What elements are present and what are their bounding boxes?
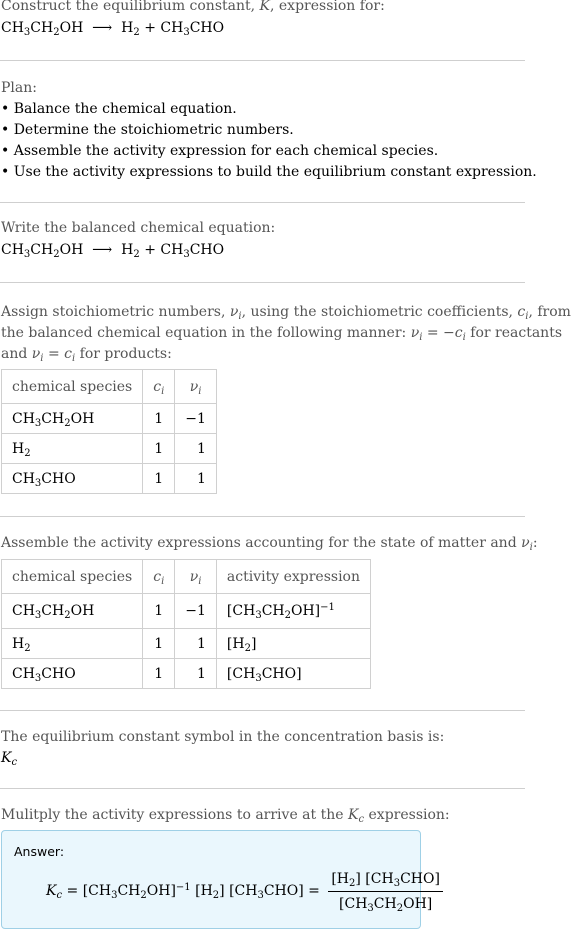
header-nu: $\nu_i$ bbox=[175, 560, 217, 594]
species-cell: $CH_3CHO$ bbox=[2, 464, 143, 494]
activity-cell: $[CH_3CHO]$ bbox=[216, 659, 370, 689]
species-cell: $H_2$ bbox=[2, 434, 143, 464]
intro-prompt: Construct the equilibrium constant, K, expression for: bbox=[1, 0, 385, 14]
stoich-text: and $\nu_i = c_i$ for products: bbox=[1, 346, 172, 364]
fraction-denominator: $[CH_3CH_2OH]$ bbox=[339, 895, 433, 914]
activity-text: Assemble the activity expressions accounting for the state of matter and $\nu_i$: bbox=[1, 535, 538, 553]
plan-step: • Balance the chemical equation. bbox=[1, 101, 237, 117]
header-nu: $\nu_i$ bbox=[175, 370, 217, 404]
symbol-value: $K_c$ bbox=[1, 750, 18, 768]
divider bbox=[0, 60, 525, 61]
balanced-reaction: $CH_3CH_2OH$ ⟶ $H_2 + CH_3CHO$ bbox=[1, 242, 225, 260]
header-activity: activity expression bbox=[216, 560, 370, 594]
header-c: $c_i$ bbox=[143, 370, 175, 404]
plan-title: Plan: bbox=[1, 80, 37, 96]
nu-cell: −1 bbox=[175, 404, 217, 434]
species-cell: $CH_3CH_2OH$ bbox=[2, 404, 143, 434]
stoich-table bbox=[1, 369, 217, 494]
species-cell: $CH_3CH_2OH$ bbox=[2, 594, 143, 629]
table-row bbox=[2, 464, 217, 494]
header-c: $c_i$ bbox=[143, 560, 175, 594]
stoich-text: the balanced chemical equation in the following manner: $\nu_i = -c_i$ for reactants bbox=[1, 325, 563, 343]
nu-cell: 1 bbox=[175, 629, 217, 659]
nu-cell: 1 bbox=[175, 434, 217, 464]
divider bbox=[0, 710, 525, 711]
divider bbox=[0, 202, 525, 203]
species-cell: $H_2$ bbox=[2, 629, 143, 659]
multiply-text: Mulitply the activity expressions to arrive at the $K_c$ expression: bbox=[1, 807, 450, 825]
plan-step: • Assemble the activity expression for each chemical species. bbox=[1, 143, 439, 159]
c-cell: 1 bbox=[143, 464, 175, 494]
activity-cell: $[CH_3CH_2OH]^{-1}$ bbox=[216, 594, 370, 629]
nu-cell: 1 bbox=[175, 464, 217, 494]
divider bbox=[0, 788, 525, 789]
intro-reaction: $CH_3CH_2OH$ ⟶ $H_2 + CH_3CHO$ bbox=[1, 20, 225, 38]
symbol-text: The equilibrium constant symbol in the concentration basis is: bbox=[1, 729, 445, 745]
table-row bbox=[2, 594, 371, 629]
c-cell: 1 bbox=[143, 659, 175, 689]
header-species: chemical species bbox=[2, 560, 143, 594]
answer-fraction bbox=[328, 870, 443, 913]
answer-box bbox=[1, 830, 440, 929]
nu-cell: 1 bbox=[175, 659, 217, 689]
table-row bbox=[2, 659, 371, 689]
table-row bbox=[2, 434, 217, 464]
header-species: chemical species bbox=[2, 370, 143, 404]
answer-label: Answer: bbox=[14, 844, 65, 859]
table-row bbox=[2, 404, 217, 434]
species-cell: $CH_3CHO$ bbox=[2, 659, 143, 689]
plan-step: • Use the activity expressions to build the equilibrium constant expression. bbox=[1, 164, 537, 180]
plan-step: • Determine the stoichiometric numbers. bbox=[1, 122, 294, 138]
stoich-text: Assign stoichiometric numbers, $\nu_i$, using the stoichiometric coefficients, $c_i$, from bbox=[1, 304, 571, 322]
c-cell: 1 bbox=[143, 404, 175, 434]
table-row bbox=[2, 629, 371, 659]
balanced-title: Write the balanced chemical equation: bbox=[1, 220, 276, 236]
divider bbox=[0, 282, 525, 283]
fraction-numerator: $[H_2]$ $[CH_3CHO]$ bbox=[328, 870, 443, 892]
activity-table bbox=[1, 559, 371, 689]
c-cell: 1 bbox=[143, 594, 175, 629]
c-cell: 1 bbox=[143, 629, 175, 659]
answer-expression: $K_c = [CH_3CH_2OH]^{-1}$ $[H_2] [CH_3CHO]$ = $\frac{[H_2] [CH_3CHO]}{[CH_3CH_2OH]}$ bbox=[46, 869, 443, 913]
c-cell: 1 bbox=[143, 434, 175, 464]
nu-cell: −1 bbox=[175, 594, 217, 629]
activity-cell: $[H_2]$ bbox=[216, 629, 370, 659]
divider bbox=[0, 516, 525, 517]
